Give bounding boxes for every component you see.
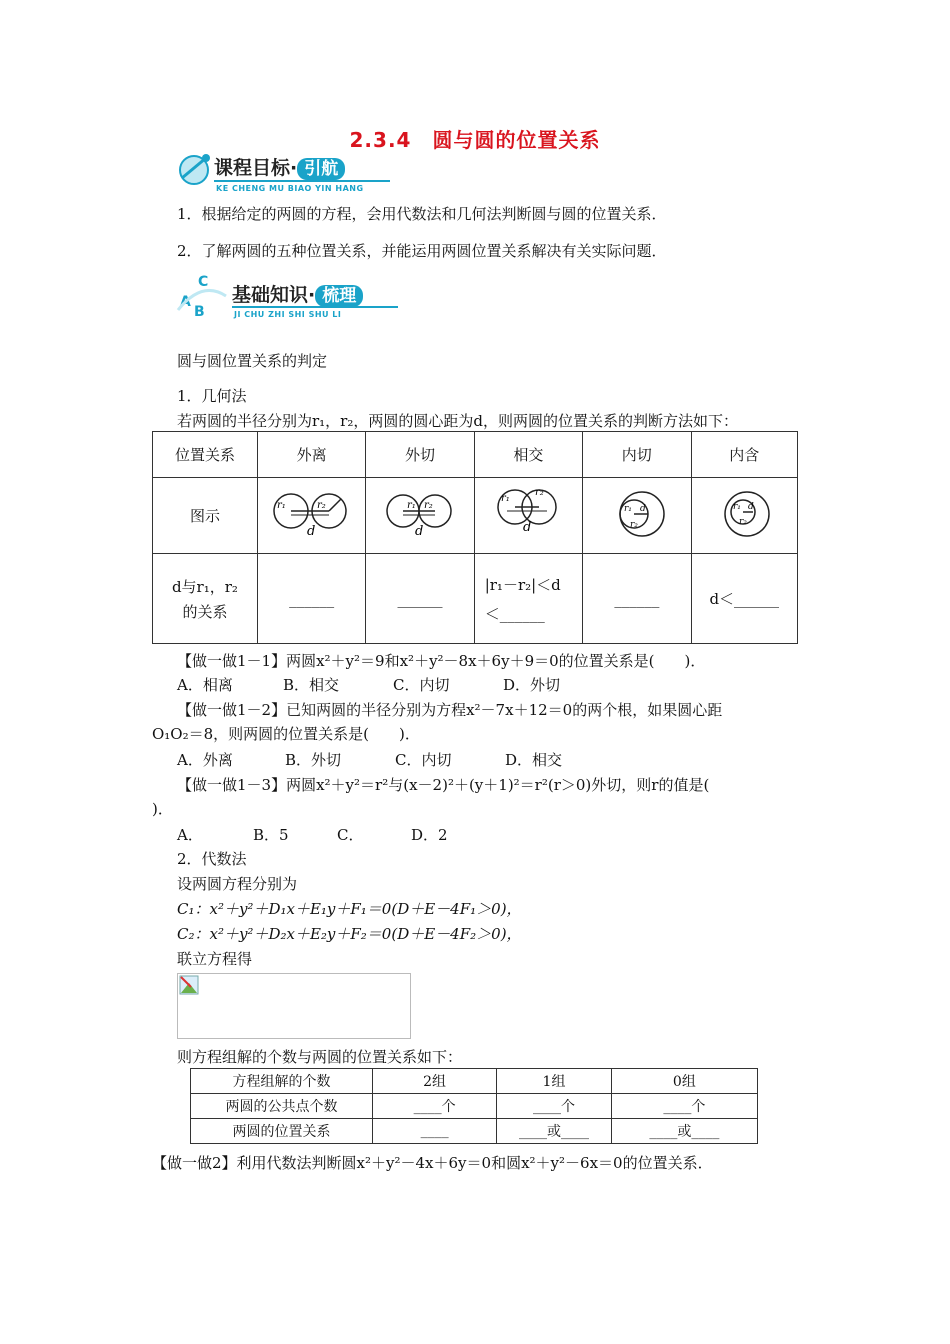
method1-intro: 若两圆的半径分别为r₁，r₂，两圆的圆心距为d，则两圆的位置关系的判断方法如下： xyxy=(177,412,738,430)
combine-text: 联立方程得 xyxy=(177,950,253,968)
answer-blank: ______ xyxy=(366,554,474,644)
table-header: 位置关系 xyxy=(153,432,258,478)
page-title: 2.3.4 圆与圆的位置关系 xyxy=(349,128,601,152)
table-header: 外离 xyxy=(257,432,365,478)
broken-image-icon xyxy=(179,975,201,997)
goal-1: 1．根据给定的两圆的方程，会用代数法和几何法判断圆与圆的位置关系． xyxy=(177,205,667,223)
banner-title: 课程目标· xyxy=(214,157,298,179)
svg-text:d: d xyxy=(639,503,646,514)
svg-text:r₁: r₁ xyxy=(733,501,742,512)
row-label: 图示 xyxy=(153,478,258,554)
svg-text:d: d xyxy=(306,523,315,539)
exercise-1-2: 【做一做1－2】已知两圆的半径分别为方程x²－7x＋12＝0的两个根，如果圆心距 xyxy=(177,701,723,719)
svg-text:B: B xyxy=(194,304,205,320)
svg-text:r₁: r₁ xyxy=(407,499,416,511)
exercise-1-2-line2: O₁O₂＝8，则两圆的位置关系是( )． xyxy=(152,725,420,743)
svg-text:d: d xyxy=(748,501,755,512)
equation-c1: C₁：x²＋y²＋D₁x＋E₁y＋F₁＝0(D＋E－4F₁＞0)， xyxy=(177,900,522,918)
goal-2: 2．了解两圆的五种位置关系，并能运用两圆位置关系解决有关实际问题． xyxy=(177,242,667,260)
exercise-1-1: 【做一做1－1】两圆x²＋y²＝9和x²＋y²－8x＋6y＋9＝0的位置关系是( )． xyxy=(177,652,706,670)
exercise-1-3: 【做一做1－3】两圆x²＋y²＝r²与(x－2)²＋(y＋1)²＝r²(r＞0)外切，则r的值是( xyxy=(177,776,710,794)
exercise-2: 【做一做2】利用代数法判断圆x²＋y²－4x＋6y＝0和圆x²＋y²－6x＝0的位置关系． xyxy=(152,1154,713,1172)
diagram-separate xyxy=(257,478,365,554)
table-header: 外切 xyxy=(366,432,474,478)
table-row: 方程组解的个数 2组 1组 0组 xyxy=(191,1069,758,1094)
intersect-condition: |r₁－r₂|＜d ＜______ xyxy=(474,554,582,644)
diagram-intersect xyxy=(474,478,582,554)
row-label: d与r₁，r₂ 的关系 xyxy=(153,554,258,644)
abc-logo-icon xyxy=(176,270,228,322)
svg-text:r₂: r₂ xyxy=(424,499,433,511)
solution-count-table xyxy=(190,1068,758,1144)
svg-text:A: A xyxy=(180,294,191,310)
answer-blank: ______ xyxy=(257,554,365,644)
svg-text:r₂: r₂ xyxy=(629,519,638,530)
svg-text:d: d xyxy=(523,519,532,535)
banner-subtitle: KE CHENG MU BIAO YIN HANG xyxy=(216,184,364,193)
banner-pill: 梳理 xyxy=(315,285,363,307)
method1-heading: 1．几何法 xyxy=(177,387,247,405)
position-relation-table xyxy=(152,431,798,644)
svg-text:r₂: r₂ xyxy=(739,516,748,527)
svg-text:C: C xyxy=(198,274,209,290)
exercise-1-3-options: A． B．5 C． D．2 xyxy=(177,826,448,844)
answer-blank: d＜______ xyxy=(691,554,797,644)
section-heading: 圆与圆位置关系的判定 xyxy=(177,352,328,370)
satellite-icon xyxy=(174,148,218,192)
banner-underline xyxy=(232,306,398,308)
equation-c2: C₂：x²＋y²＋D₂x＋E₂y＋F₂＝0(D＋E－4F₂＞0)， xyxy=(177,925,522,943)
table-row: 两圆的位置关系 ____ ____或____ ____或____ xyxy=(191,1119,758,1144)
equation-image-placeholder xyxy=(177,973,411,1039)
exercise-1-1-options: A．相离 B．相交 C．内切 D．外切 xyxy=(177,676,561,694)
method2-heading: 2．代数法 xyxy=(177,850,247,868)
banner-title: 基础知识· xyxy=(232,284,316,306)
exercise-1-2-options: A．外离 B．外切 C．内切 D．相交 xyxy=(177,751,563,769)
banner-pill: 引航 xyxy=(297,158,345,180)
diagram-internal-tangent xyxy=(583,478,691,554)
table-row xyxy=(153,478,798,554)
table-header: 内含 xyxy=(691,432,797,478)
svg-text:r₁: r₁ xyxy=(501,492,511,504)
table-row xyxy=(153,432,798,478)
svg-text:r₁: r₁ xyxy=(623,503,632,514)
method2-line1: 设两圆方程分别为 xyxy=(177,875,298,893)
table-header: 相交 xyxy=(474,432,582,478)
diagram-external-tangent xyxy=(366,478,474,554)
table-header: 内切 xyxy=(583,432,691,478)
banner-underline xyxy=(214,180,390,182)
table2-intro: 则方程组解的个数与两圆的位置关系如下： xyxy=(177,1048,463,1066)
svg-text:d: d xyxy=(415,523,424,539)
diagram-contain xyxy=(691,478,797,554)
table-row: 两圆的公共点个数 ____个 ____个 ____个 xyxy=(191,1094,758,1119)
svg-text:r₂: r₂ xyxy=(535,486,545,498)
svg-text:r₁: r₁ xyxy=(276,499,286,511)
banner-subtitle: JI CHU ZHI SHI SHU LI xyxy=(234,310,342,319)
table-row xyxy=(153,554,798,644)
svg-text:r₂: r₂ xyxy=(316,499,326,511)
answer-blank: ______ xyxy=(583,554,691,644)
exercise-1-3-line2: )． xyxy=(152,800,173,818)
